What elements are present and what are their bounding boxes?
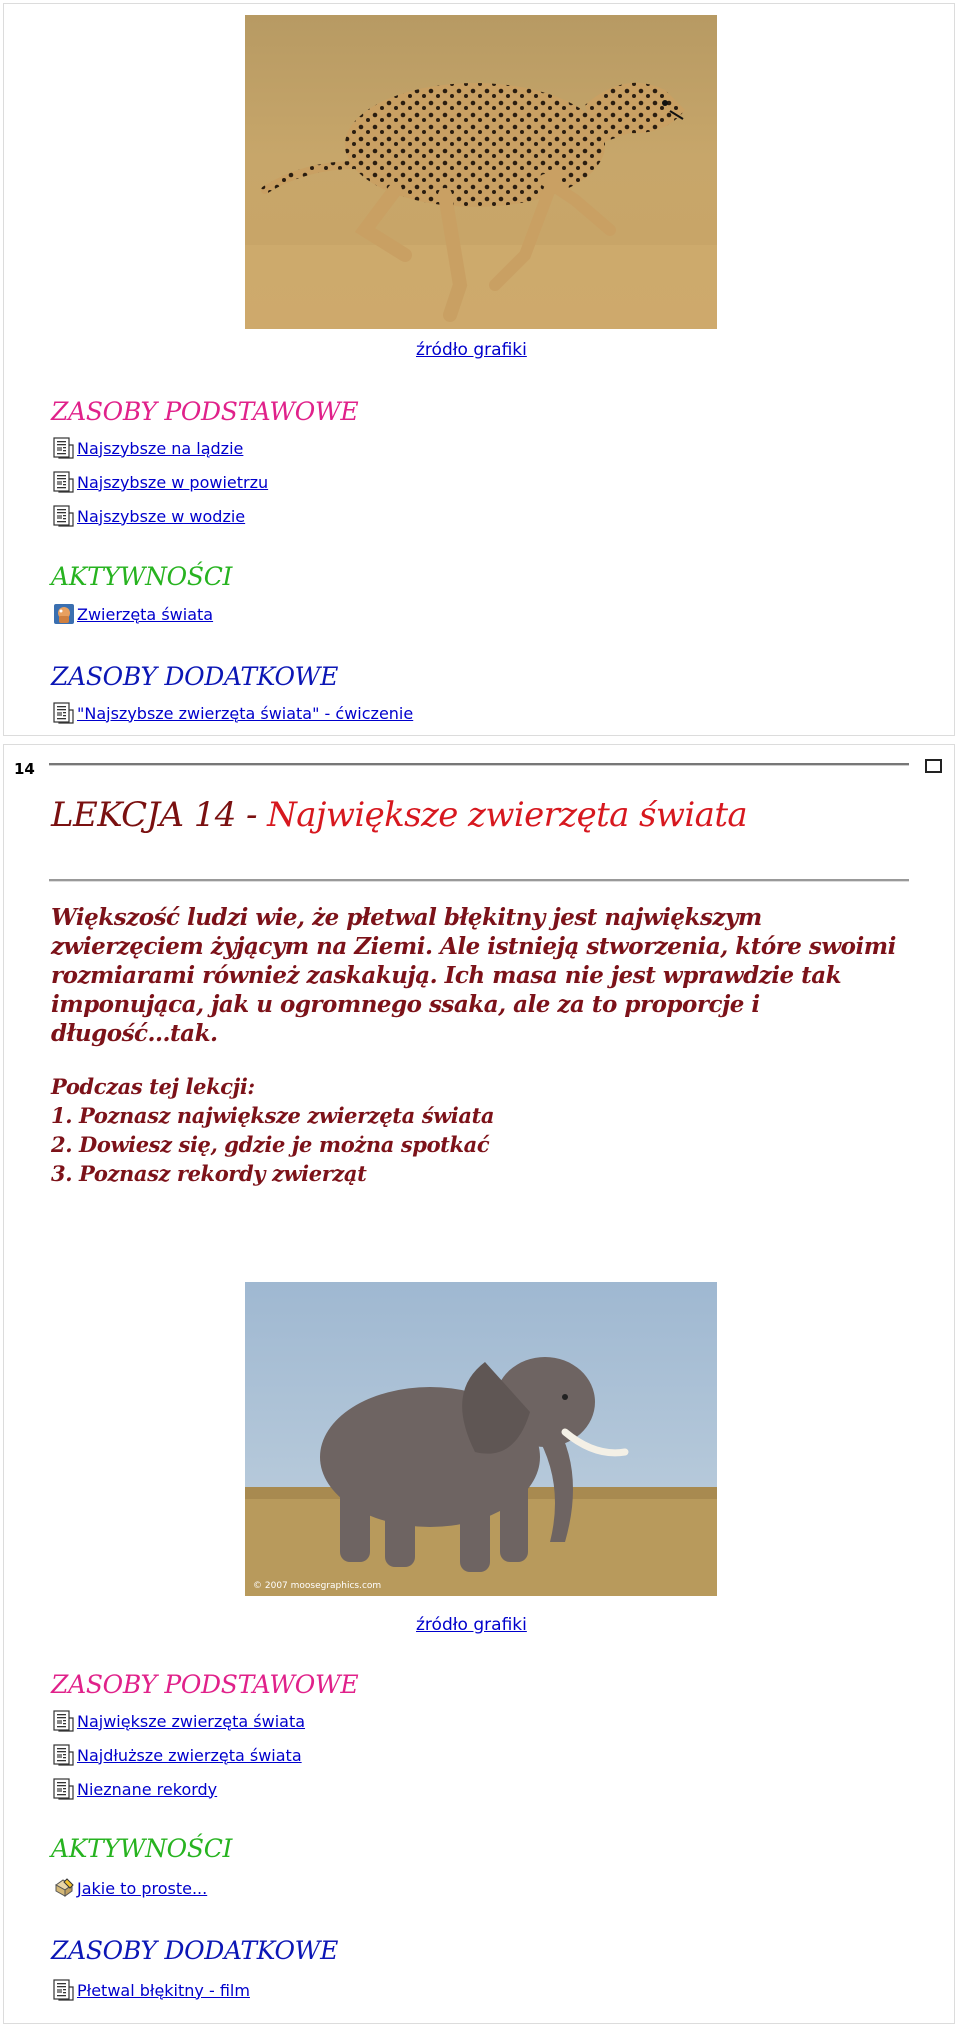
- cheetah-image: [245, 15, 717, 329]
- document-page-icon: [53, 1710, 75, 1732]
- document-page-icon: [53, 471, 75, 493]
- resource-item[interactable]: [53, 1978, 250, 2002]
- resource-link[interactable]: Najszybsze na lądzie: [77, 438, 244, 458]
- activity-item[interactable]: [53, 1876, 207, 1900]
- resource-link[interactable]: Płetwal błękitny - film: [77, 1980, 250, 2000]
- section-number: 14: [14, 760, 35, 778]
- resource-item[interactable]: [53, 1743, 302, 1767]
- extra-resources-heading: ZASOBY DODATKOWE: [51, 662, 339, 691]
- extra-resources-heading: ZASOBY DODATKOWE: [51, 1936, 339, 1965]
- image-watermark: © 2007 moosegraphics.com: [253, 1581, 382, 1591]
- resource-item[interactable]: [53, 436, 243, 460]
- document-page-icon: [53, 1778, 75, 1800]
- lesson-intro: Większość ludzi wie, że płetwal błękitny jest największym zwierzęciem żyjącym na Ziemi. Ale istnieją stworzenia, które swoimi rozmiarami również zaskakują. Ich masa nie jest wprawdzie tak imponująca, jak u ogromnego ssaka, ale za to proporcje i długość...tak.: [51, 904, 896, 1047]
- resource-item[interactable]: [53, 1709, 305, 1733]
- document-page-icon: [53, 1744, 75, 1766]
- lesson-title-main: Największe zwierzęta świata: [267, 795, 748, 835]
- lesson-goal: 3. Poznasz rekordy zwierząt: [51, 1161, 367, 1186]
- document-page-icon: [53, 437, 75, 459]
- lesson-goal: 2. Dowiesz się, gdzie je można spotkać: [51, 1132, 490, 1157]
- section-divider: [49, 763, 909, 766]
- lesson-section-14: [3, 744, 955, 2024]
- lesson-title-prefix: LEKCJA 14 -: [51, 795, 268, 835]
- hand-game-icon: [53, 603, 75, 625]
- resource-link[interactable]: Nieznane rekordy: [77, 1779, 218, 1799]
- lesson-title: [51, 795, 747, 835]
- image-source-link[interactable]: źródło grafiki: [416, 340, 527, 360]
- highlight-checkbox[interactable]: [925, 759, 942, 773]
- pencil-quiz-icon: [53, 1877, 75, 1899]
- resource-item[interactable]: [53, 1777, 217, 1801]
- resource-item[interactable]: [53, 470, 268, 494]
- document-page-icon: [53, 1979, 75, 2001]
- lesson-section-13: [3, 3, 955, 736]
- elephant-image: [245, 1282, 717, 1596]
- basic-resources-heading: ZASOBY PODSTAWOWE: [51, 397, 359, 426]
- basic-resources-heading: ZASOBY PODSTAWOWE: [51, 1670, 359, 1699]
- document-page-icon: [53, 505, 75, 527]
- activity-link[interactable]: Zwierzęta świata: [77, 604, 214, 624]
- resource-link[interactable]: Najszybsze w powietrzu: [77, 472, 269, 492]
- activities-heading: AKTYWNOŚCI: [51, 1834, 233, 1863]
- activity-link[interactable]: Jakie to proste...: [77, 1878, 208, 1898]
- activities-heading: AKTYWNOŚCI: [51, 562, 233, 591]
- lesson-goals-label: Podczas tej lekcji:: [51, 1074, 255, 1099]
- resource-item[interactable]: [53, 701, 413, 725]
- document-page-icon: [53, 702, 75, 724]
- activity-item[interactable]: [53, 602, 213, 626]
- resource-link[interactable]: Najszybsze w wodzie: [77, 506, 246, 526]
- resource-link[interactable]: "Najszybsze zwierzęta świata" - ćwiczenie: [77, 703, 414, 723]
- resource-item[interactable]: [53, 504, 245, 528]
- lesson-goal: 1. Poznasz największe zwierzęta świata: [51, 1103, 495, 1128]
- resource-link[interactable]: Największe zwierzęta świata: [77, 1711, 306, 1731]
- resource-link[interactable]: Najdłuższe zwierzęta świata: [77, 1745, 302, 1765]
- title-divider: [49, 879, 909, 882]
- image-source-link[interactable]: źródło grafiki: [416, 1615, 527, 1635]
